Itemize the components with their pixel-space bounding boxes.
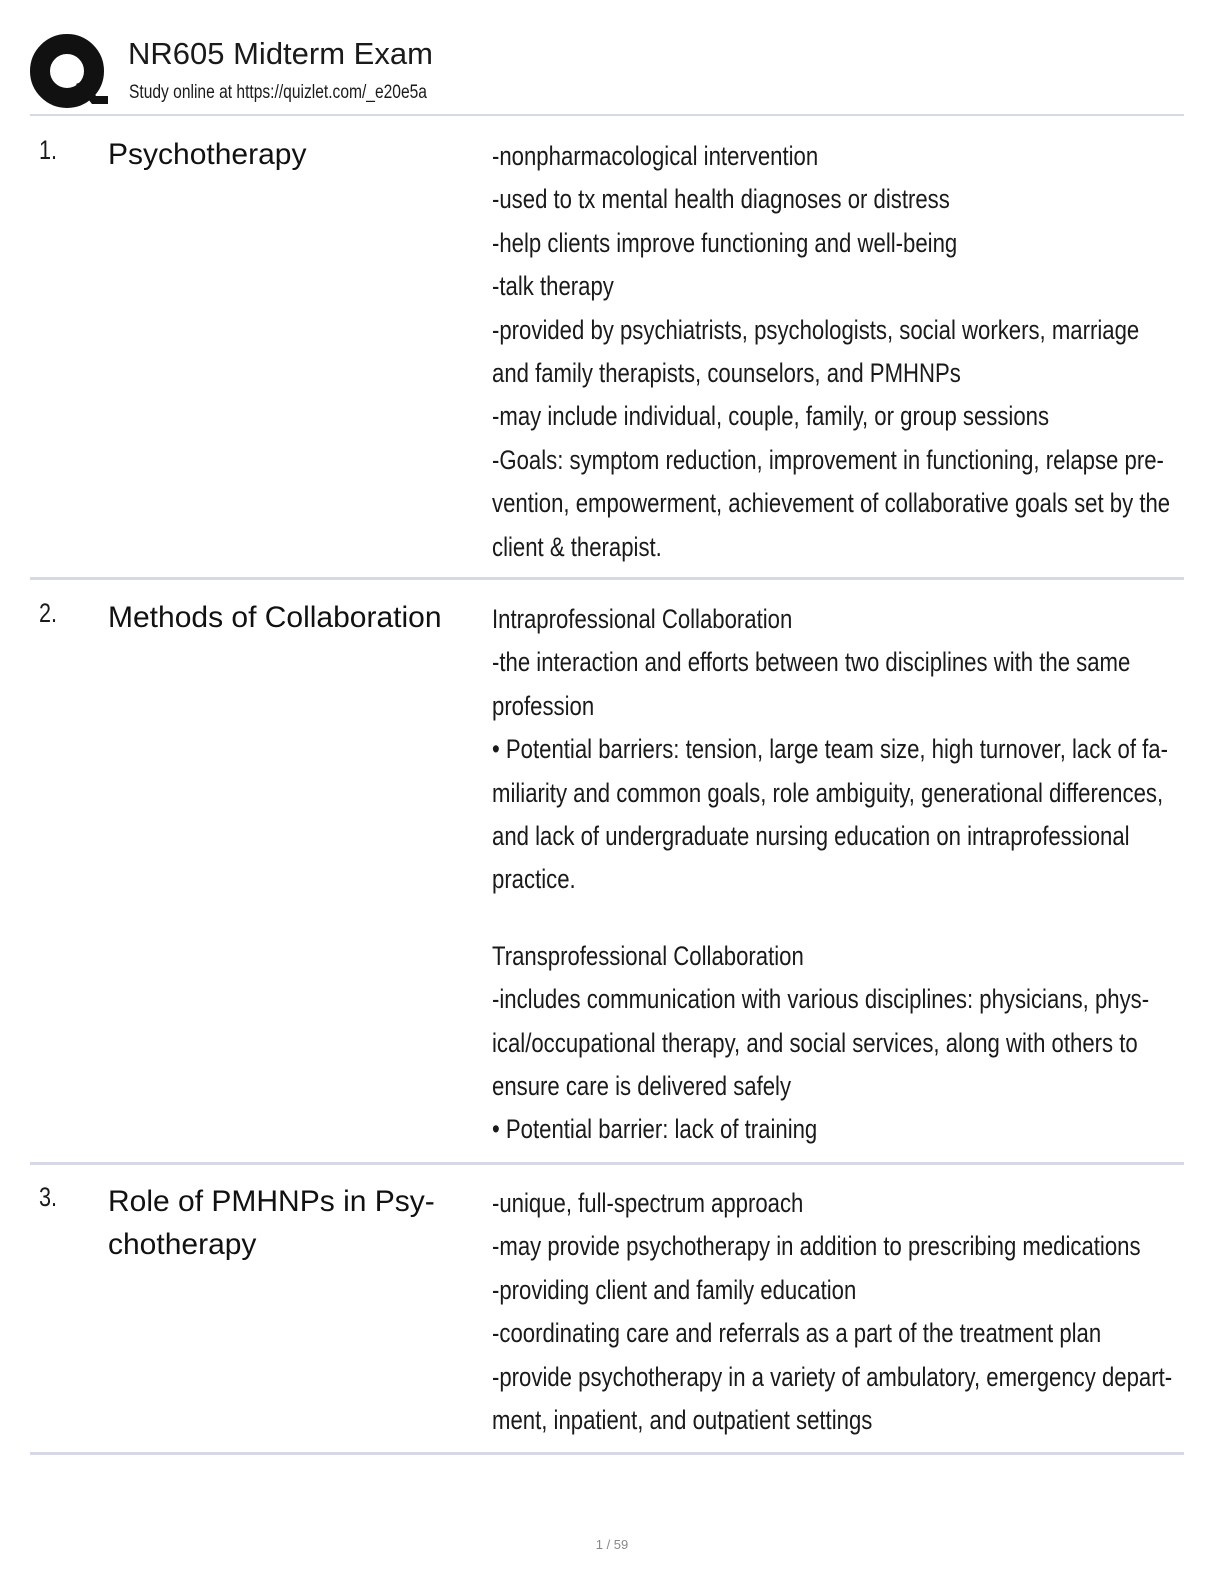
card-term: Methods of Collaboration bbox=[108, 601, 442, 634]
definition-line: profession bbox=[492, 690, 595, 721]
definition-line: ical/occupational therapy, and social services, along with others to bbox=[492, 1027, 1138, 1058]
flashcard-2 bbox=[30, 598, 1184, 1165]
definition-line: -provided by psychiatrists, psychologists, social workers, marriage bbox=[492, 314, 1140, 345]
definition-line: -coordinating care and referrals as a part of the treatment plan bbox=[492, 1318, 1102, 1349]
definition-line: ensure care is delivered safely bbox=[492, 1071, 792, 1102]
definition-line: and family therapists, counselors, and PMHNPs bbox=[492, 358, 961, 389]
card-number: 2. bbox=[39, 598, 58, 628]
card-term bbox=[108, 1180, 498, 1266]
definition-line: -talk therapy bbox=[492, 271, 614, 302]
definition-line: -the interaction and efforts between two disciplines with the same bbox=[492, 647, 1131, 678]
page-number: 1 / 59 bbox=[595, 1537, 629, 1552]
definition-line: ment, inpatient, and outpatient settings bbox=[492, 1405, 873, 1436]
flashcard-3 bbox=[30, 1182, 1184, 1455]
page-title: NR605 Midterm Exam bbox=[128, 36, 433, 71]
definition-line: • Potential barrier: lack of training bbox=[492, 1114, 818, 1145]
definition-line: -nonpharmacological intervention bbox=[492, 141, 819, 171]
definition-line: Intraprofessional Collaboration bbox=[492, 604, 793, 634]
definition-line: -may include individual, couple, family, or group sessions bbox=[492, 401, 1050, 432]
card-term: Psychotherapy bbox=[108, 138, 307, 171]
definition-line: Transprofessional Collaboration bbox=[492, 940, 804, 971]
card-term-line: chotherapy bbox=[108, 1228, 257, 1261]
card-number: 1. bbox=[39, 135, 58, 165]
definition-line: practice. bbox=[492, 864, 576, 895]
definition-line: and lack of undergraduate nursing education on intraprofessional bbox=[492, 821, 1130, 852]
card-number: 3. bbox=[39, 1182, 58, 1212]
definition-line: -may provide psychotherapy in addition to prescribing medications bbox=[492, 1231, 1141, 1262]
definition-line: -used to tx mental health diagnoses or distress bbox=[492, 184, 950, 215]
definition-line: -Goals: symptom reduction, improvement in functioning, relapse pre- bbox=[492, 444, 1164, 475]
definition-line: client & therapist. bbox=[492, 531, 662, 562]
definition-line: • Potential barriers: tension, large team size, high turnover, lack of fa- bbox=[492, 734, 1168, 765]
definition-line: -includes communication with various disciplines: physicians, phys- bbox=[492, 984, 1150, 1015]
definition-line: -providing client and family education bbox=[492, 1274, 857, 1305]
page-header bbox=[30, 28, 1184, 116]
definition-line: -provide psychotherapy in a variety of ambulatory, emergency depart- bbox=[492, 1361, 1173, 1392]
definition-line: miliarity and common goals, role ambiguity, generational differences, bbox=[492, 777, 1164, 808]
quizlet-logo-icon bbox=[30, 32, 108, 110]
card-term-line: Role of PMHNPs in Psy- bbox=[108, 1185, 435, 1218]
flashcard-1 bbox=[30, 135, 1184, 580]
paragraph-gap bbox=[492, 902, 1173, 935]
card-definition bbox=[492, 135, 1173, 569]
definition-line: vention, empowerment, achievement of collaborative goals set by the bbox=[492, 488, 1171, 519]
definition-line: -help clients improve functioning and well-being bbox=[492, 227, 958, 258]
card-definition bbox=[492, 598, 1173, 1152]
study-online-link[interactable]: Study online at https://quizlet.com/_e20e5a bbox=[129, 82, 427, 103]
card-definition bbox=[492, 1182, 1173, 1442]
definition-line: -unique, full-spectrum approach bbox=[492, 1188, 804, 1218]
